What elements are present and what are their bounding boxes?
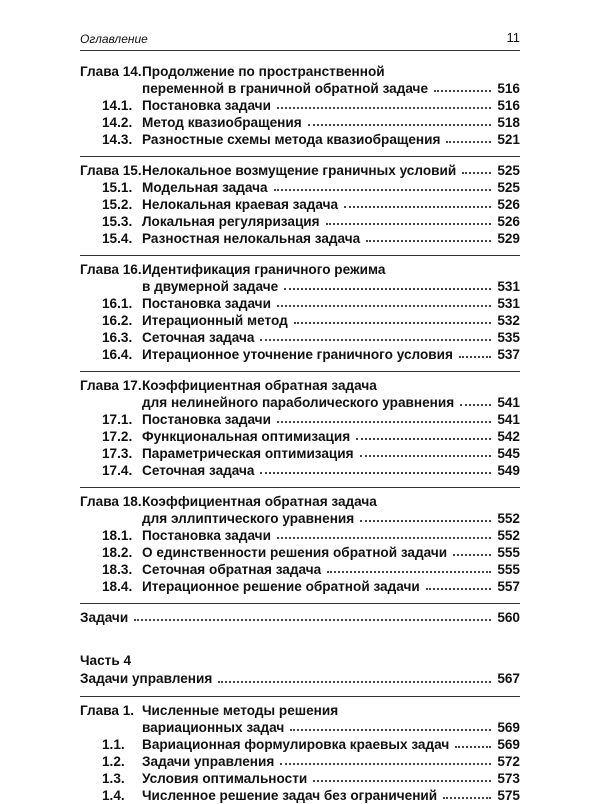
chapter-title: Идентификация граничного режима (142, 262, 386, 277)
section-entry: 18.2. О единственности решения обратной задачи 555 (102, 545, 520, 560)
chapter-title-cont: вариационных задач (142, 720, 285, 735)
table-of-contents (80, 63, 520, 804)
section-entry: 14.3. Разностные схемы метода квазиобращения 521 (102, 132, 520, 147)
section-entry: 14.2. Метод квазиобращения 518 (102, 115, 520, 130)
chapter-page: 531 (497, 279, 520, 294)
part-title: Задачи управления (80, 671, 213, 686)
section-entry: 17.4. Сеточная задача 549 (102, 463, 520, 478)
part-chapter-1 (80, 696, 520, 804)
chapter-title: Численные методы решения (142, 703, 339, 718)
chapter-16 (80, 255, 520, 363)
chapter-label: Глава 1. (80, 703, 135, 718)
tasks-entry (80, 603, 520, 626)
chapter-label: Глава 17. (80, 378, 142, 393)
section-entry: 17.1. Постановка задачи 541 (102, 412, 520, 427)
part-page: 567 (497, 671, 520, 686)
running-header (80, 28, 520, 51)
section-entry: 1.3. Условия оптимальности 573 (102, 771, 520, 786)
chapter-title: Продолжение по пространственной (142, 64, 385, 79)
section-entry: 16.3. Сеточная задача 535 (102, 330, 520, 345)
chapter-page: 541 (497, 395, 520, 410)
chapter-title-cont: в двумерной задаче (142, 279, 279, 294)
chapter-title: Коэффициентная обратная задача (142, 378, 377, 393)
chapter-14 (80, 63, 520, 148)
chapter-page: 569 (497, 720, 520, 735)
chapter-page: 516 (497, 81, 520, 96)
section-entry: 15.1. Модельная задача 525 (102, 180, 520, 195)
section-entry: 16.2. Итерационный метод 532 (102, 313, 520, 328)
section-entry: 18.3. Сеточная обратная задача 555 (102, 562, 520, 577)
section-entry: 18.4. Итерационное решение обратной задачи 557 (102, 579, 520, 594)
tasks-page: 560 (497, 610, 520, 625)
part-4 (80, 652, 520, 688)
header-page-number: 11 (506, 30, 520, 45)
section-entry: 14.1. Постановка задачи 516 (102, 98, 520, 113)
chapter-label: Глава 18. (80, 494, 142, 509)
toc-page (80, 28, 520, 804)
section-entry: 17.2. Функциональная оптимизация 542 (102, 429, 520, 444)
chapter-title: Коэффициентная обратная задача (142, 494, 377, 509)
chapter-page: 525 (497, 163, 520, 178)
section-entry: 18.1. Постановка задачи 552 (102, 528, 520, 543)
part-label: Часть 4 (80, 653, 132, 668)
section-entry: 1.2. Задачи управления 572 (102, 754, 520, 769)
section-entry: 15.4. Разностная нелокальная задача 529 (102, 231, 520, 246)
chapter-title: Нелокальное возмущение граничных условий (142, 163, 457, 178)
tasks-title: Задачи (80, 610, 129, 625)
chapter-label: Глава 16. (80, 262, 142, 277)
chapter-15 (80, 156, 520, 247)
chapter-page: 552 (497, 511, 520, 526)
chapter-label: Глава 15. (80, 163, 142, 178)
chapter-title-cont: для эллиптического уравнения (142, 511, 355, 526)
section-entry: 1.4. Численное решение задач без ограничений 575 (102, 788, 520, 803)
chapter-title-cont: для нелинейного параболического уравнения (142, 395, 455, 410)
chapter-title-cont: переменной в граничной обратной задаче (142, 81, 429, 96)
section-entry: 15.2. Нелокальная краевая задача 526 (102, 197, 520, 212)
header-title: Оглавление (80, 32, 148, 46)
section-entry: 17.3. Параметрическая оптимизация 545 (102, 446, 520, 461)
section-entry: 16.1. Постановка задачи 531 (102, 296, 520, 311)
chapter-label: Глава 14. (80, 64, 142, 79)
chapter-17 (80, 371, 520, 479)
chapter-18 (80, 487, 520, 595)
section-entry: 16.4. Итерационное уточнение граничного условия 537 (102, 347, 520, 362)
section-entry: 1.1. Вариационная формулировка краевых задач 569 (102, 737, 520, 752)
section-entry: 15.3. Локальная регуляризация 526 (102, 214, 520, 229)
